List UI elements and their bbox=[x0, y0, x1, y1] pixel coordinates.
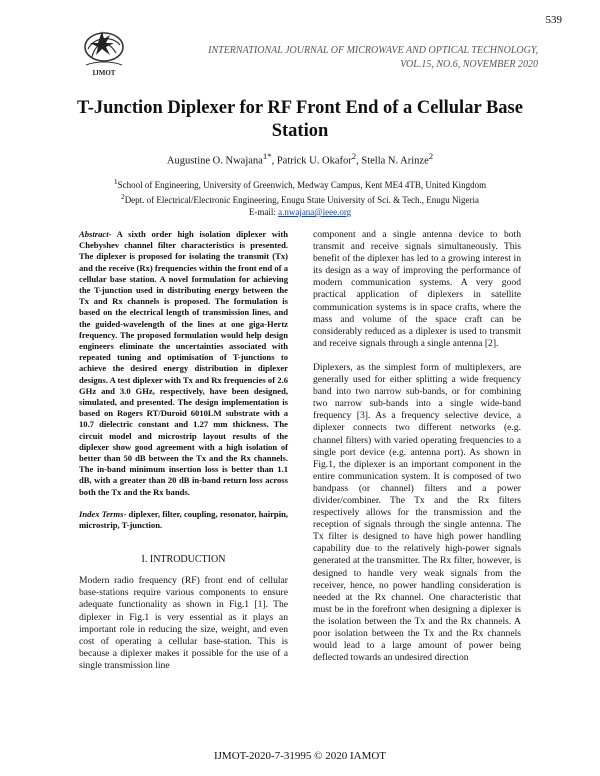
journal-name: INTERNATIONAL JOURNAL OF MICROWAVE AND OPTICAL TECHNOLOGY, bbox=[208, 45, 538, 56]
left-column bbox=[79, 229, 288, 672]
page-footer: IJMOT-2020-7-31995 © 2020 IAMOT bbox=[213, 750, 387, 762]
author-1-sup: 1* bbox=[262, 151, 272, 161]
abstract-text: - A sixth order high isolation diplexer with Chebyshev channel filter characteristics is presented. The diplexer is proposed for isolating the transmit (Tx) and the receive (Rx) frequencies within the front end of a cellular base station. A novel formulation for achieving the T-junction used in distributing energy between the Tx and Rx channels is proposed. The formulation is based on the electrical length of transmission lines, and the guided-wavelength of the lines at one giga-Hertz frequency. The proposed formulation would help design engineers eliminate the uncertainties associated with repeated tuning and optimisation of T-junctions to achieve the desired energy distribution in diplexer designs. A test diplexer with Tx and Rx frequencies of 2.6 GHz and 3.0 GHz, respectively, have been designed, simulated, and presented. The design implementation is based on Rogers RT/Duroid 6010LM substrate with a 10.7 dielectric constant and 1.27 mm thickness. The circuit model and microstrip layout results of the diplexer show good agreement with a high isolation of better than 50 dB between the Tx and the Rx channels. The in-band minimum insertion loss is better than 1.1 dB, with a greater than 20 dB in-band return loss across both the Tx and the Rx bands. bbox=[79, 229, 288, 497]
index-terms-text: - diplexer, filter, coupling, resonator, hairpin, microstrip, T-junction. bbox=[79, 508, 289, 531]
journal-logo-icon bbox=[82, 27, 126, 79]
svg-text:IJMOT: IJMOT bbox=[92, 69, 116, 77]
affiliation-2: $^2$Dept. of Electrical/Electronic Engineering, Enugu State University of Sci. & Tech., Enugu Nigeria bbox=[120, 192, 480, 205]
email-link[interactable]: a.nwajana@ieee.org bbox=[278, 207, 352, 217]
affiliations bbox=[30, 176, 570, 218]
author-list bbox=[40, 150, 560, 168]
paper-title: T-Junction Diplexer for RF Front End of a Cellular Base Station bbox=[77, 98, 523, 141]
right-column bbox=[313, 229, 521, 664]
intro-paragraph-3: Diplexers, as the simplest form of multiplexers, are generally used for either splitting a wide frequency band into two narrow sub-bands, or for combining two narrow sub-bands into a single wide-band frequency [3]. As a frequency selective device, a diplexer connects two different networks (e.g. channel filters) with varied operating frequencies to a single port device (e.g. antenna port). As shown in Fig.1, the diplexer is an important component in the entire communication system. It is composed of two bandpass (or channel) filters and a power divider/combiner. The Tx and the Rx filters respectively allows for the transmission and the reception of signals through the single antenna. The Tx filter is designed to have high power handling capability due to the relatively high-power signals generated at the transmitter. The Rx filter, however, is designed to handle very weak signals from the receiver, hence, no power handling consideration is needed at the Rx channel. One characteristic that must be in the forefront when designing a diplexer is the isolation between the Tx and the Rx channels. A poor isolation between the Tx and the Rx channels would lead to a large amount of power being deflected towards an undesired direction bbox=[313, 361, 521, 664]
contact-email: E-mail: a.nwajana@ieee.org bbox=[248, 207, 352, 217]
abstract bbox=[79, 229, 288, 498]
page-number: 539 bbox=[545, 14, 562, 26]
author-3-sup: 2 bbox=[428, 151, 434, 161]
author-2: , Patrick U. Okafor bbox=[271, 155, 352, 167]
affiliation-1: $^1$School of Engineering, University of Greenwich, Medway Campus, Kent ME4 4TB, United Kingdom bbox=[113, 177, 487, 190]
intro-paragraph-2: component and a single antenna device to both transmit and receive signals simultaneously. This benefit of the diplexer has led to a growing interest in its design as a way of improving the performance of modern communication systems. A very good practical application of diplexers in satellite communication systems is in space crafts, where the mass and volume of the space craft can be considerably reduced as a diplexer is used to transmit and receive signals through a single antenna [2]. bbox=[313, 229, 521, 349]
section-heading-introduction: I. INTRODUCTION bbox=[141, 554, 226, 566]
author-3: , Stella N. Arinze bbox=[356, 155, 429, 167]
intro-paragraph-1: Modern radio frequency (RF) front end of cellular base-stations require various components to ensure adequate functionality as shown in Fig.1 [1]. The diplexer in Fig.1 is very essential as it plays an important role in reducing the size, weight, and even cost of operating a cellular base-station. This is because a diplexer makes it possible for the use of a single transmission line bbox=[79, 575, 288, 671]
author-2-sup: 2 bbox=[351, 151, 357, 161]
journal-header bbox=[158, 44, 538, 72]
index-terms-label: Index Terms bbox=[79, 508, 124, 519]
author-1: Augustine O. Nwajana bbox=[166, 155, 263, 167]
abstract-label: Abstract bbox=[79, 229, 109, 239]
journal-issue: VOL.15, NO.6, NOVEMBER 2020 bbox=[400, 59, 538, 70]
index-terms bbox=[79, 509, 288, 531]
